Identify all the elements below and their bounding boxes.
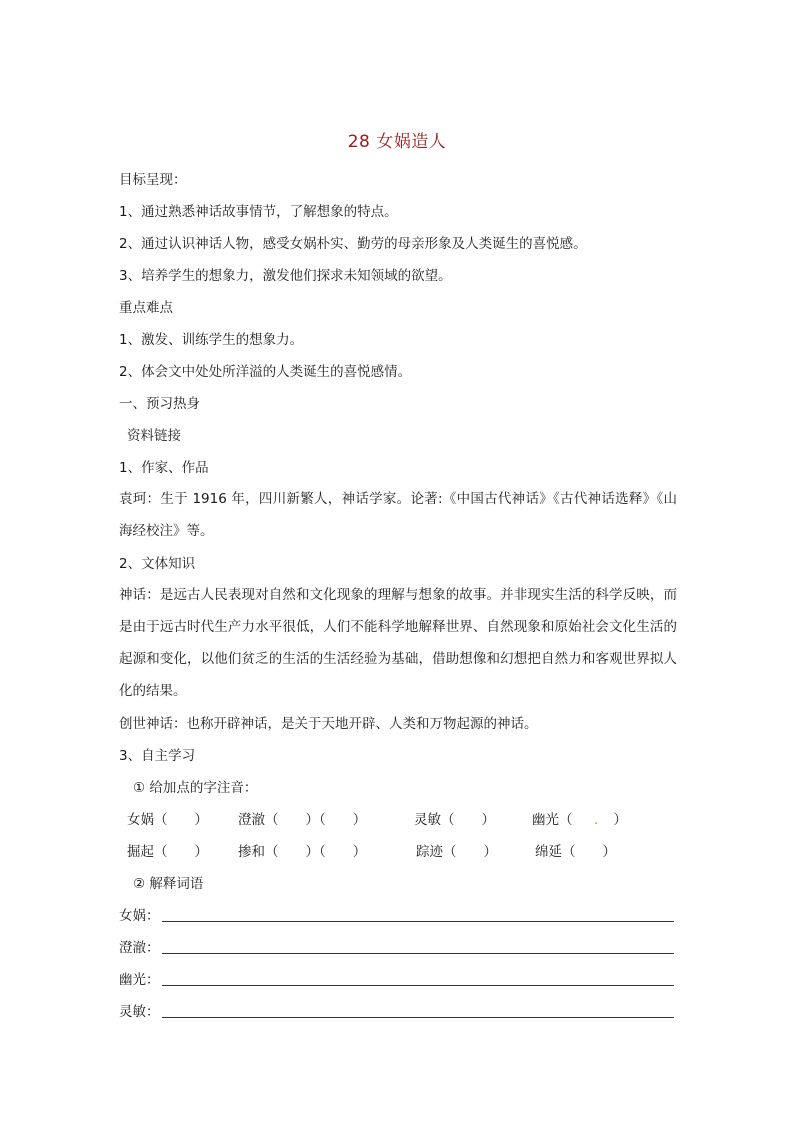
pinyin-item[interactable]: 幽光（ xyxy=(532,812,586,828)
goals-heading: 目标呈现： xyxy=(119,172,187,188)
pinyin-item[interactable]: 澄澈（ ）（ ） xyxy=(238,812,367,828)
define-label: 女娲： xyxy=(119,908,160,924)
define-label: 澄澈： xyxy=(119,940,160,956)
define-heading: ② 解释词语 xyxy=(133,876,204,892)
keypoints-heading: 重点难点 xyxy=(119,300,173,316)
pinyin-item-tail: ） xyxy=(600,812,627,828)
resource-link-heading: 资料链接 xyxy=(127,428,181,444)
define-label: 灵敏： xyxy=(119,1004,160,1020)
goal-item-3: 3、培养学生的想象力，激发他们探求未知领域的欲望。 xyxy=(119,268,452,284)
define-answer-line[interactable] xyxy=(162,953,674,954)
define-label: 幽光： xyxy=(119,972,160,988)
preview-heading: 一、预习热身 xyxy=(119,396,200,412)
pinyin-row-1 xyxy=(127,811,687,829)
creation-myth-text: 创世神话：也称开辟神话，是关于天地开辟、人类和万物起源的神话。 xyxy=(119,716,538,732)
author-paragraph: 袁珂：生于 1916 年，四川新繁人，神话学家。论著:《中国古代神话》《古代神话选释》《山海经校注》等。 xyxy=(119,491,677,539)
pinyin-heading: ① 给加点的字注音： xyxy=(133,780,258,796)
goal-item-2: 2、通过认识神话人物，感受女娲朴实、勤劳的母亲形象及人类诞生的喜悦感。 xyxy=(119,236,587,252)
pinyin-row-2 xyxy=(127,843,687,861)
self-study-heading: 3、自主学习 xyxy=(119,748,196,764)
page-title: 28 女娲造人 xyxy=(347,132,447,152)
genre-heading: 2、文体知识 xyxy=(119,556,196,572)
define-answer-line[interactable] xyxy=(162,1017,674,1018)
genre-paragraph: 神话：是远古人民表现对自然和文化现象的理解与想象的故事。并非现实生活的科学反映，而是由于远古时代生产力水平很低，人们不能科学地解释世界、自然现象和原始社会文化生活的起源和变化，以他们贫乏的生活的生活经验为基础，借助想像和幻想把自然力和客观世界拟人化的结果。 xyxy=(119,587,677,699)
author-heading: 1、作家、作品 xyxy=(119,460,209,476)
keypoint-item-1: 1、激发、训练学生的想象力。 xyxy=(119,332,304,348)
pinyin-item[interactable]: 踪迹（ ） xyxy=(416,844,497,860)
pinyin-item[interactable]: 绵延（ ） xyxy=(535,844,616,860)
define-answer-line[interactable] xyxy=(162,985,674,986)
keypoint-item-2: 2、体会文中处处所洋溢的人类诞生的喜悦感情。 xyxy=(119,364,412,380)
pinyin-item[interactable]: 掘起（ ） xyxy=(127,844,208,860)
goal-item-1: 1、通过熟悉神话故事情节，了解想象的特点。 xyxy=(119,204,398,220)
emphasis-dot: . xyxy=(594,812,599,828)
pinyin-item[interactable]: 灵敏（ ） xyxy=(414,812,495,828)
pinyin-item[interactable]: 女娲（ ） xyxy=(127,812,208,828)
pinyin-item[interactable]: 掺和（ ）（ ） xyxy=(238,844,367,860)
define-answer-line[interactable] xyxy=(162,921,674,922)
